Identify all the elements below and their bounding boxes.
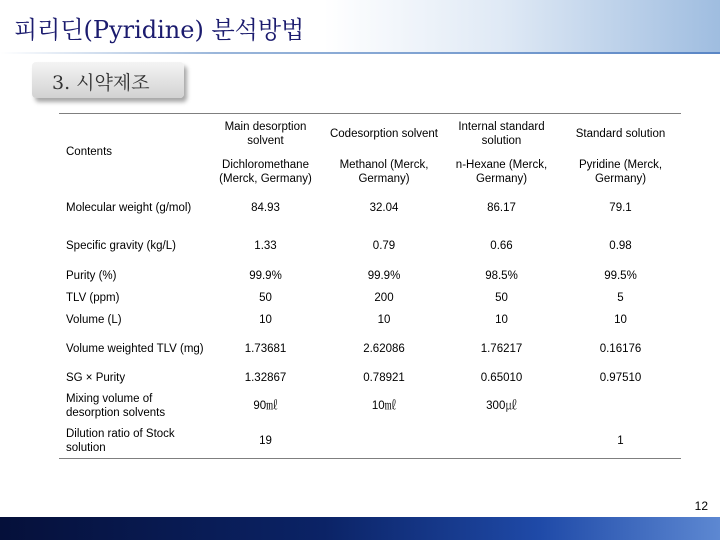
table-cell: 90㎖ xyxy=(253,400,278,412)
reagent-table xyxy=(59,113,681,459)
row-label: Specific gravity (kg/L) xyxy=(66,239,176,252)
column-role-header: Codesorption solvent xyxy=(325,114,443,154)
table-cell xyxy=(443,424,560,459)
row-label: Molecular weight (g/mol) xyxy=(66,202,192,214)
table-cell: 0.16176 xyxy=(599,342,642,355)
table-cell: 32.04 xyxy=(369,202,399,214)
table-row xyxy=(59,331,681,367)
page-number: 12 xyxy=(694,499,708,513)
column-reagent-header: Pyridine (Merck, Germany) xyxy=(578,158,663,185)
table-row xyxy=(59,424,681,459)
table-cell: 1.76217 xyxy=(480,342,523,355)
table-row xyxy=(59,309,681,331)
row-label: Dilution ratio of Stock solution xyxy=(59,424,206,459)
table-row xyxy=(59,227,681,265)
table-cell: 98.5% xyxy=(485,269,518,282)
table-cell xyxy=(325,424,443,459)
column-reagent-header: Dichloromethane (Merck, Germany) xyxy=(219,158,312,185)
row-label: Volume (L) xyxy=(66,313,122,326)
table-header-row xyxy=(59,114,681,154)
table-cell: 0.98 xyxy=(609,239,632,252)
table-cell: 84.93 xyxy=(251,202,280,214)
row-label: Purity (%) xyxy=(66,269,117,282)
table-cell: 0.66 xyxy=(490,239,513,252)
table-row xyxy=(59,190,681,227)
table-cell: 300㎕ xyxy=(486,400,517,412)
table-cell: 50 xyxy=(495,291,508,304)
table-row xyxy=(59,389,681,424)
footer-band xyxy=(0,517,720,540)
row-label: SG × Purity xyxy=(66,371,126,384)
table-cell: 10 xyxy=(614,313,627,326)
row-label: TLV (ppm) xyxy=(66,291,120,304)
table-cell: 1 xyxy=(560,424,681,459)
table-row xyxy=(59,287,681,309)
table-cell: 1.73681 xyxy=(244,342,287,355)
table-cell: 0.97510 xyxy=(599,371,642,384)
row-label: Mixing volume of desorption solvents xyxy=(66,393,166,419)
contents-header: Contents xyxy=(59,114,206,190)
table-cell: 10 xyxy=(259,313,272,326)
table-cell: 1.33 xyxy=(254,239,277,252)
table-cell: 0.79 xyxy=(372,239,396,252)
table-cell: 0.65010 xyxy=(480,371,523,384)
slide-title: 피리딘(Pyridine) 분석방법 xyxy=(14,16,305,44)
column-role-header: Internal standard solution xyxy=(443,114,560,154)
table-row xyxy=(59,265,681,287)
section-heading: 3. 시약제조 xyxy=(52,72,150,94)
column-role-header: Standard solution xyxy=(560,114,681,154)
table-cell: 1.32867 xyxy=(244,371,287,384)
table-cell: 50 xyxy=(259,291,272,304)
column-reagent-header: Methanol (Merck, Germany) xyxy=(339,158,429,185)
table-cell: 200 xyxy=(374,291,394,304)
column-reagent-header: n-Hexane (Merck, Germany) xyxy=(455,158,548,185)
table-cell: 86.17 xyxy=(487,202,516,214)
row-label: Volume weighted TLV (mg) xyxy=(66,342,204,355)
table-cell: 79.1 xyxy=(609,202,632,214)
table-cell: 0.78921 xyxy=(363,371,405,384)
table-cell: 19 xyxy=(206,424,325,459)
table-cell: 99.9% xyxy=(249,269,282,282)
column-role-header: Main desorption solvent xyxy=(206,114,325,154)
table-cell: 10 xyxy=(377,313,391,326)
header-divider xyxy=(0,52,720,54)
table-row xyxy=(59,367,681,389)
table-cell: 2.62086 xyxy=(363,342,405,355)
table-cell: 10㎖ xyxy=(371,400,397,412)
table-cell: 5 xyxy=(617,291,624,304)
table-cell: 99.9% xyxy=(367,269,401,282)
table-cell xyxy=(560,389,681,424)
table-cell: 99.5% xyxy=(604,269,637,282)
table-cell: 10 xyxy=(495,313,508,326)
